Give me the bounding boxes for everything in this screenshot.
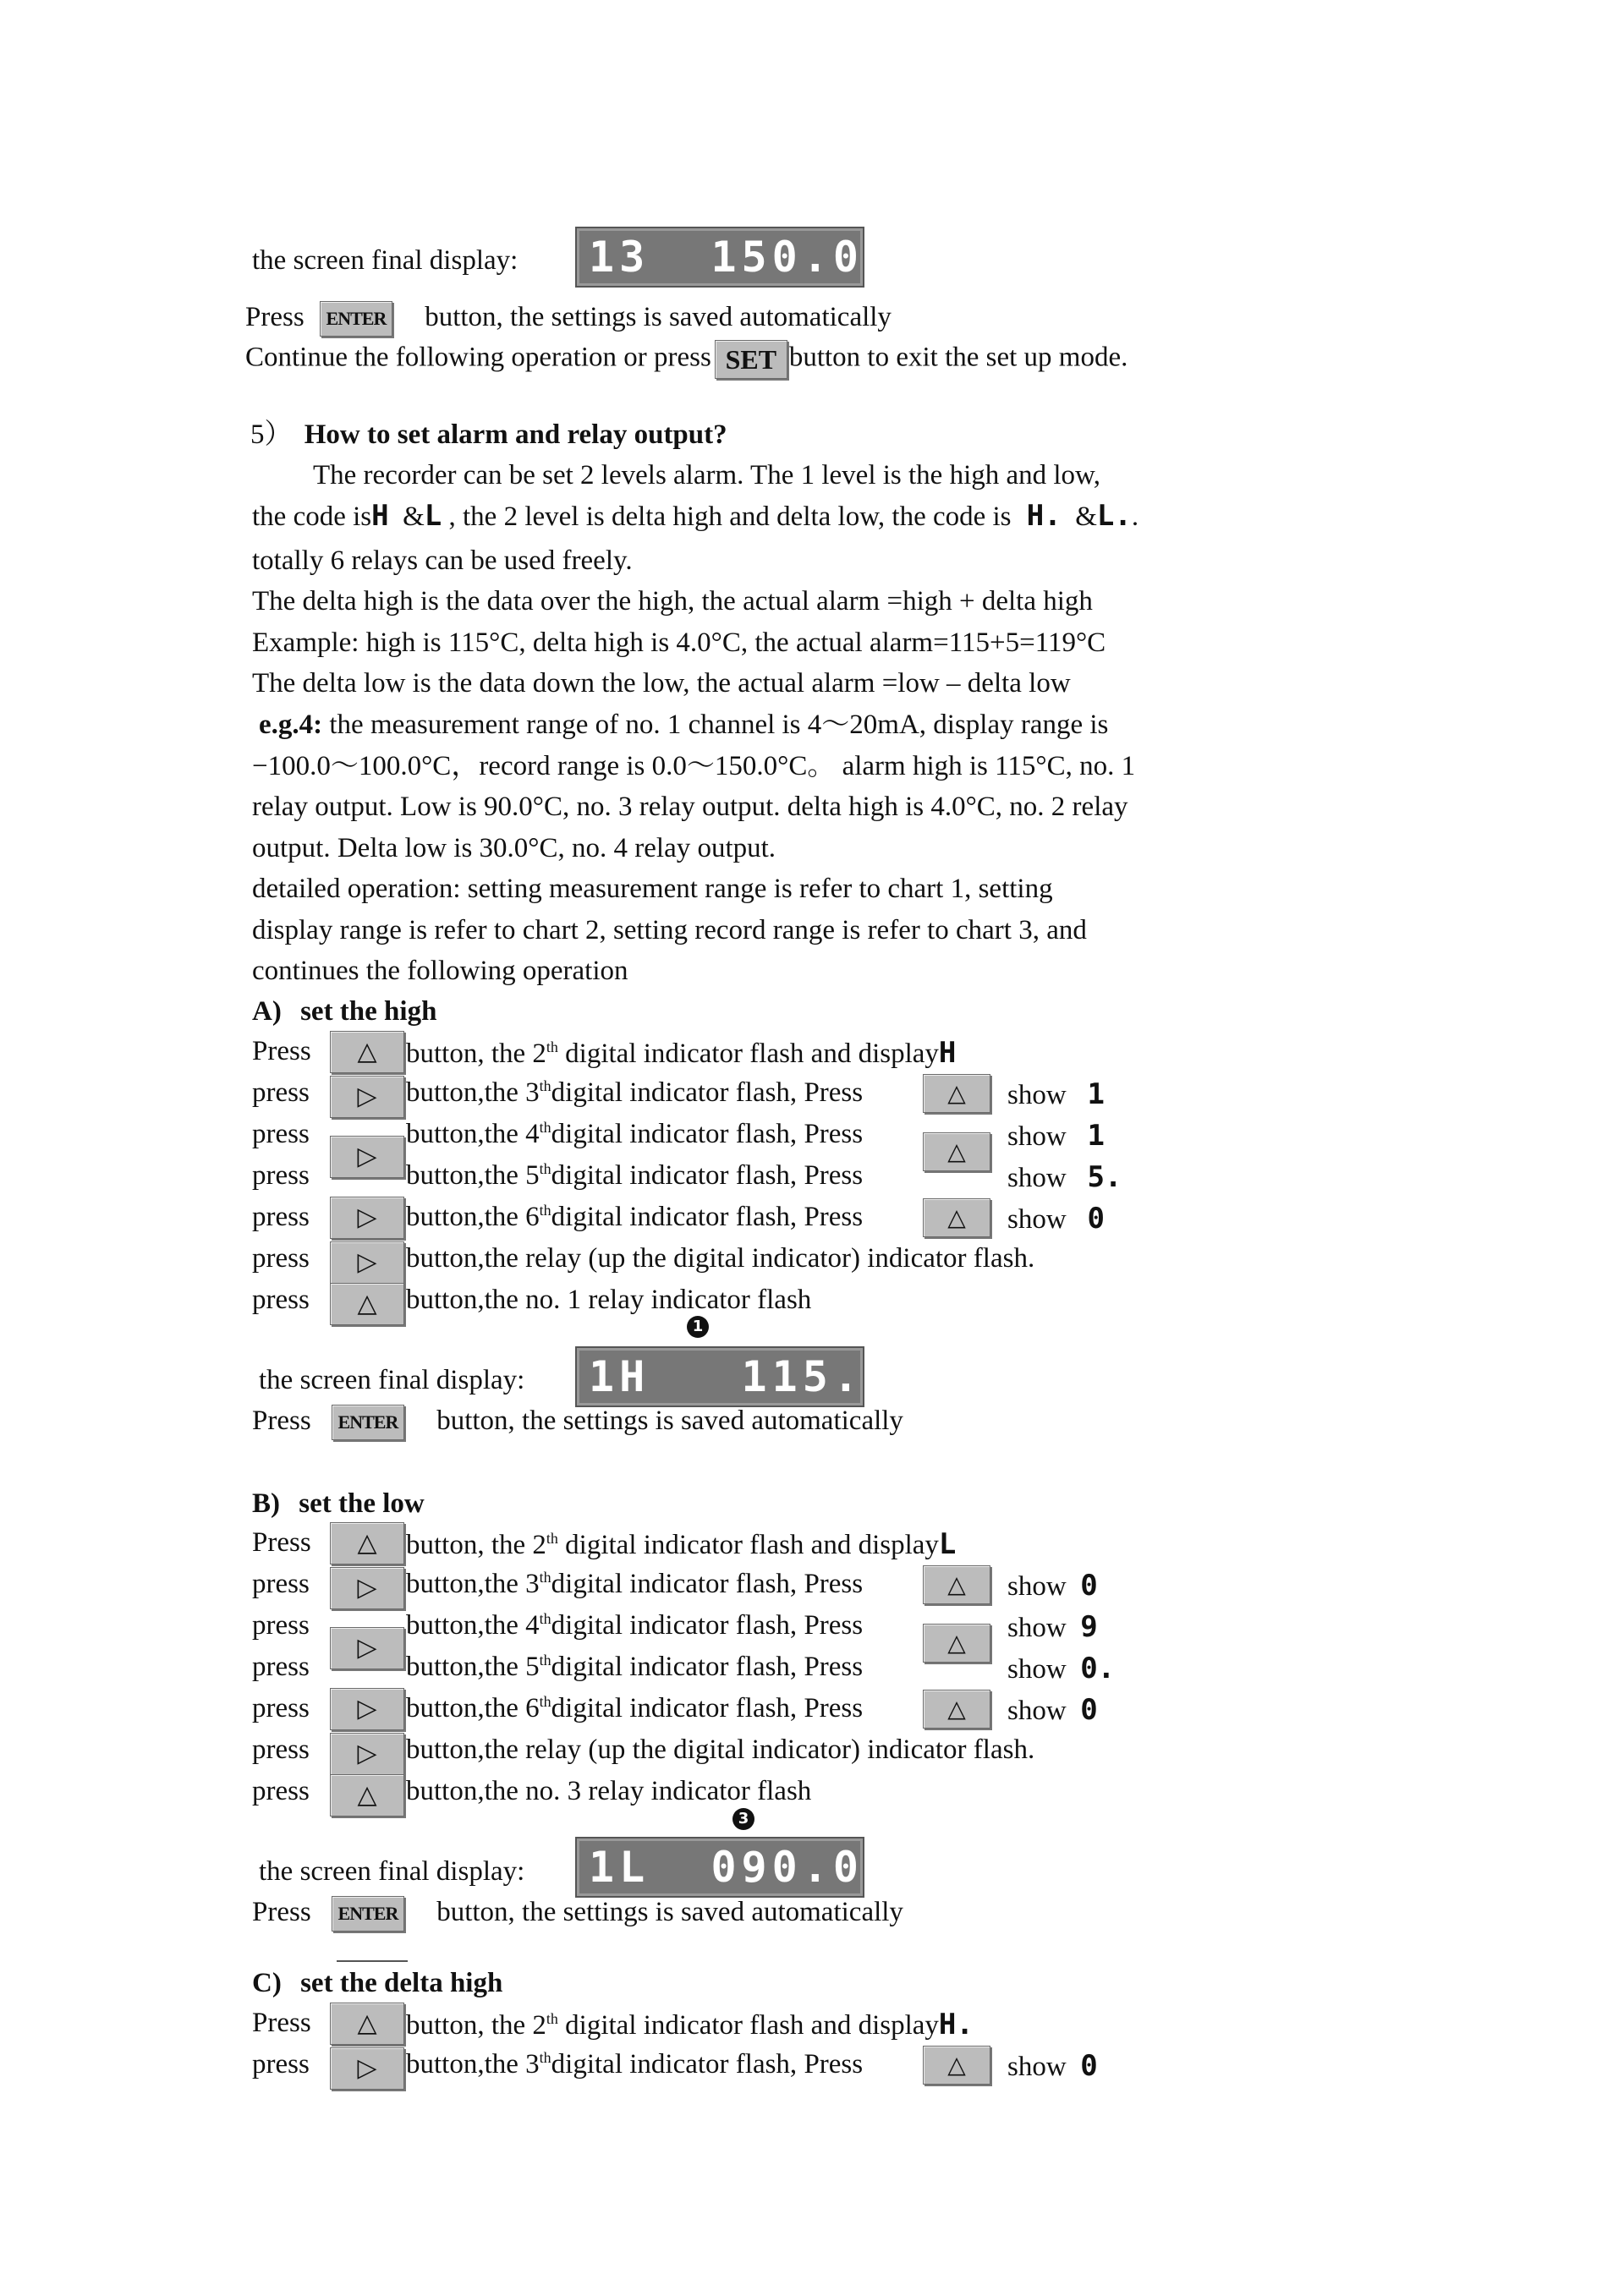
right-button[interactable]: ▷ <box>330 1733 404 1775</box>
up-button[interactable]: △ <box>923 1198 990 1237</box>
lcd-left: 1L <box>589 1843 650 1892</box>
lcd-right: 150.0 <box>710 233 864 282</box>
para-line-7 <box>259 708 1108 742</box>
show-text: show 0 <box>1007 2049 1098 2083</box>
step-text: button, the 2th digital indicator flash and displayL <box>406 1527 957 1561</box>
step-text: button,the 6thdigital indicator flash, Press <box>406 1693 864 1723</box>
press-label: press <box>252 1119 310 1149</box>
right-button[interactable]: ▷ <box>330 1136 404 1178</box>
up-button[interactable]: △ <box>923 1690 990 1729</box>
save-row-top <box>245 300 892 337</box>
press-label: press <box>252 1734 310 1765</box>
enter-button[interactable]: ENTER <box>332 1896 404 1932</box>
show-text: show 0 <box>1007 1693 1098 1727</box>
right-button[interactable]: ▷ <box>330 2047 404 2090</box>
b-final-display <box>259 1855 524 1888</box>
lcd-display-b <box>575 1837 864 1898</box>
code-h: H <box>938 1036 957 1070</box>
lcd-right: 115.0 <box>741 1352 895 1401</box>
b-save-row <box>252 1895 903 1932</box>
step-text: button,the no. 3 relay indicator flash <box>406 1776 812 1806</box>
digit: 0 <box>1087 1202 1105 1236</box>
code-l: L <box>938 1527 957 1561</box>
code-l: L <box>424 499 442 533</box>
final-display-label: the screen final display: <box>259 1856 525 1887</box>
show-text: show 5. <box>1007 1160 1122 1194</box>
step-text: button,the 4thdigital indicator flash, Press <box>406 1610 864 1641</box>
section-b-heading <box>252 1487 425 1521</box>
p2c: . <box>1131 501 1139 532</box>
press-label: press <box>252 1285 310 1315</box>
right-button[interactable]: ▷ <box>330 1076 404 1118</box>
step-text: button,the 4thdigital indicator flash, Press <box>406 1119 864 1149</box>
press-label: press <box>252 2049 310 2080</box>
continue-text: Continue the following operation or press <box>245 342 711 373</box>
step-text: button,the relay (up the digital indicator) indicator flash. <box>406 1734 1035 1765</box>
press-label: press <box>252 1776 310 1806</box>
amp: & <box>403 501 425 532</box>
para-line-9: relay output. Low is 90.0°C, no. 3 relay output. delta high is 4.0°C, no. 2 relay <box>252 792 1128 822</box>
p2-text: the code is <box>252 501 372 532</box>
up-button[interactable]: △ <box>330 1774 404 1817</box>
step-text: button,the 3thdigital indicator flash, Press <box>406 1569 864 1599</box>
right-button[interactable]: ▷ <box>330 1688 404 1730</box>
up-button[interactable]: △ <box>330 1031 404 1073</box>
lcd-display-top <box>575 227 864 288</box>
section-letter: A) <box>252 996 282 1027</box>
continue-row <box>245 340 1127 379</box>
step-text: button,the 5thdigital indicator flash, Press <box>406 1652 864 1682</box>
press-label: press <box>252 1610 310 1641</box>
code-h: H <box>371 499 389 533</box>
section-letter: B) <box>252 1488 280 1519</box>
up-button[interactable]: △ <box>923 1074 990 1113</box>
step-text: button,the 6thdigital indicator flash, Press <box>406 1202 864 1232</box>
press-label: Press <box>252 1527 311 1558</box>
lcd-left: 1H <box>589 1352 650 1401</box>
press-label: press <box>252 1243 310 1274</box>
code-delta-h: H. <box>1026 499 1062 533</box>
press-label: press <box>252 1160 310 1191</box>
up-button[interactable]: △ <box>923 1624 990 1663</box>
para-line-11: detailed operation: setting measurement range is refer to chart 1, setting <box>252 874 1053 904</box>
up-button[interactable]: △ <box>330 1283 404 1325</box>
relay-marker-3: 3 <box>732 1808 754 1830</box>
digit: 9 <box>1080 1610 1098 1644</box>
step-text: button, the 2th digital indicator flash and displayH. <box>406 2008 974 2041</box>
digit: 0 <box>1080 1693 1098 1727</box>
up-button[interactable]: △ <box>923 2046 990 2085</box>
digit: 0. <box>1080 1652 1116 1685</box>
enter-button[interactable]: ENTER <box>332 1405 404 1440</box>
eg-text: the measurement range of no. 1 channel is 4～20mA, display range is <box>322 710 1109 740</box>
exit-text: button to exit the set up mode. <box>788 342 1128 373</box>
para-line-8: −100.0～100.0°C，record range is 0.0～150.0°C。 alarm high is 115°C, no. 1 <box>252 751 1136 781</box>
section-title: set the low <box>299 1488 425 1519</box>
show-text: show 1 <box>1007 1077 1105 1111</box>
digit: 1 <box>1087 1119 1105 1153</box>
digit: 0 <box>1080 1569 1098 1603</box>
digit: 0 <box>1080 2049 1098 2083</box>
a-save-row <box>252 1404 903 1440</box>
show-text: show 9 <box>1007 1610 1098 1644</box>
right-button[interactable]: ▷ <box>330 1567 404 1609</box>
relay-marker-1: 1 <box>687 1316 709 1338</box>
lcd-right: 090.0 <box>710 1843 864 1892</box>
final-display-row-top <box>252 227 518 276</box>
press-label: press <box>252 1202 310 1232</box>
press-text: Press <box>245 302 304 332</box>
show-text: show 0. <box>1007 1652 1116 1685</box>
para-line-13: continues the following operation <box>252 956 628 986</box>
code-delta-h: H. <box>938 2008 974 2041</box>
enter-button[interactable]: ENTER <box>320 301 392 337</box>
up-button[interactable]: △ <box>923 1132 990 1171</box>
step-text: button,the 5thdigital indicator flash, Press <box>406 1160 864 1191</box>
para-line-4: The delta high is the data over the high, the actual alarm =high + delta high <box>252 586 1093 616</box>
p2b-text: , the 2 level is delta high and delta low, the code is <box>448 501 1012 532</box>
press-label: Press <box>252 1406 311 1436</box>
para-line-12: display range is refer to chart 2, setting record range is refer to chart 3, and <box>252 915 1087 945</box>
right-button[interactable]: ▷ <box>330 1627 404 1669</box>
para-line-5: Example: high is 115°C, delta high is 4.0°C, the actual alarm=115+5=119°C <box>252 627 1106 658</box>
section-letter: C) <box>252 1968 282 1998</box>
para-line-2 <box>252 499 1138 534</box>
section-title: set the high <box>300 996 437 1027</box>
section-a-heading <box>252 995 436 1028</box>
up-button[interactable]: △ <box>330 2003 404 2045</box>
final-display-label: the screen final display: <box>252 245 518 276</box>
step-text: button,the no. 1 relay indicator flash <box>406 1285 812 1315</box>
press-label: press <box>252 1693 310 1723</box>
show-text: show 0 <box>1007 1202 1105 1236</box>
title-overline <box>337 1960 408 1962</box>
para-line-10: output. Delta low is 30.0°C, no. 4 relay output. <box>252 833 776 863</box>
step-text: button,the 3thdigital indicator flash, Press <box>406 2049 864 2080</box>
show-text: show 0 <box>1007 1569 1098 1603</box>
section-c-heading <box>252 1966 502 2000</box>
section-number: 5） <box>250 419 293 450</box>
para-line-6: The delta low is the data down the low, the actual alarm =low – delta low <box>252 668 1071 699</box>
digit: 5. <box>1087 1160 1122 1194</box>
saved-text: button, the settings is saved automatically <box>425 302 892 332</box>
press-label: Press <box>252 2008 311 2038</box>
step-text: button,the relay (up the digital indicator) indicator flash. <box>406 1243 1035 1274</box>
para-line-3: totally 6 relays can be used freely. <box>252 545 633 576</box>
up-button[interactable]: △ <box>330 1522 404 1564</box>
step-text: button,the 3thdigital indicator flash, Press <box>406 1077 864 1108</box>
step-text: button, the 2th digital indicator flash and displayH <box>406 1036 957 1070</box>
saved-text: button, the settings is saved automatically <box>436 1406 903 1436</box>
right-button[interactable]: ▷ <box>330 1197 404 1239</box>
saved-text: button, the settings is saved automatically <box>436 1897 903 1927</box>
press-label: press <box>252 1569 310 1599</box>
right-button[interactable]: ▷ <box>330 1241 404 1284</box>
set-button[interactable]: SET <box>715 340 787 379</box>
section-title: How to set alarm and relay output? <box>304 419 727 450</box>
a-final-display <box>259 1363 524 1397</box>
section-5-heading <box>250 418 727 452</box>
section-title: set the delta high <box>300 1968 503 1998</box>
press-label: press <box>252 1077 310 1108</box>
lcd-display-a <box>575 1346 895 1407</box>
amp-2: & <box>1075 501 1097 532</box>
para-line-1: The recorder can be set 2 levels alarm. The 1 level is the high and low, <box>313 460 1100 490</box>
show-text: show 1 <box>1007 1119 1105 1153</box>
digit: 1 <box>1087 1077 1105 1111</box>
eg-label: e.g.4: <box>259 710 323 740</box>
up-button[interactable]: △ <box>923 1565 990 1604</box>
lcd-left: 13 <box>589 233 650 282</box>
code-delta-l: L. <box>1096 499 1132 533</box>
final-display-label: the screen final display: <box>259 1365 525 1395</box>
press-label: Press <box>252 1036 311 1066</box>
press-label: press <box>252 1652 310 1682</box>
press-label: Press <box>252 1897 311 1927</box>
